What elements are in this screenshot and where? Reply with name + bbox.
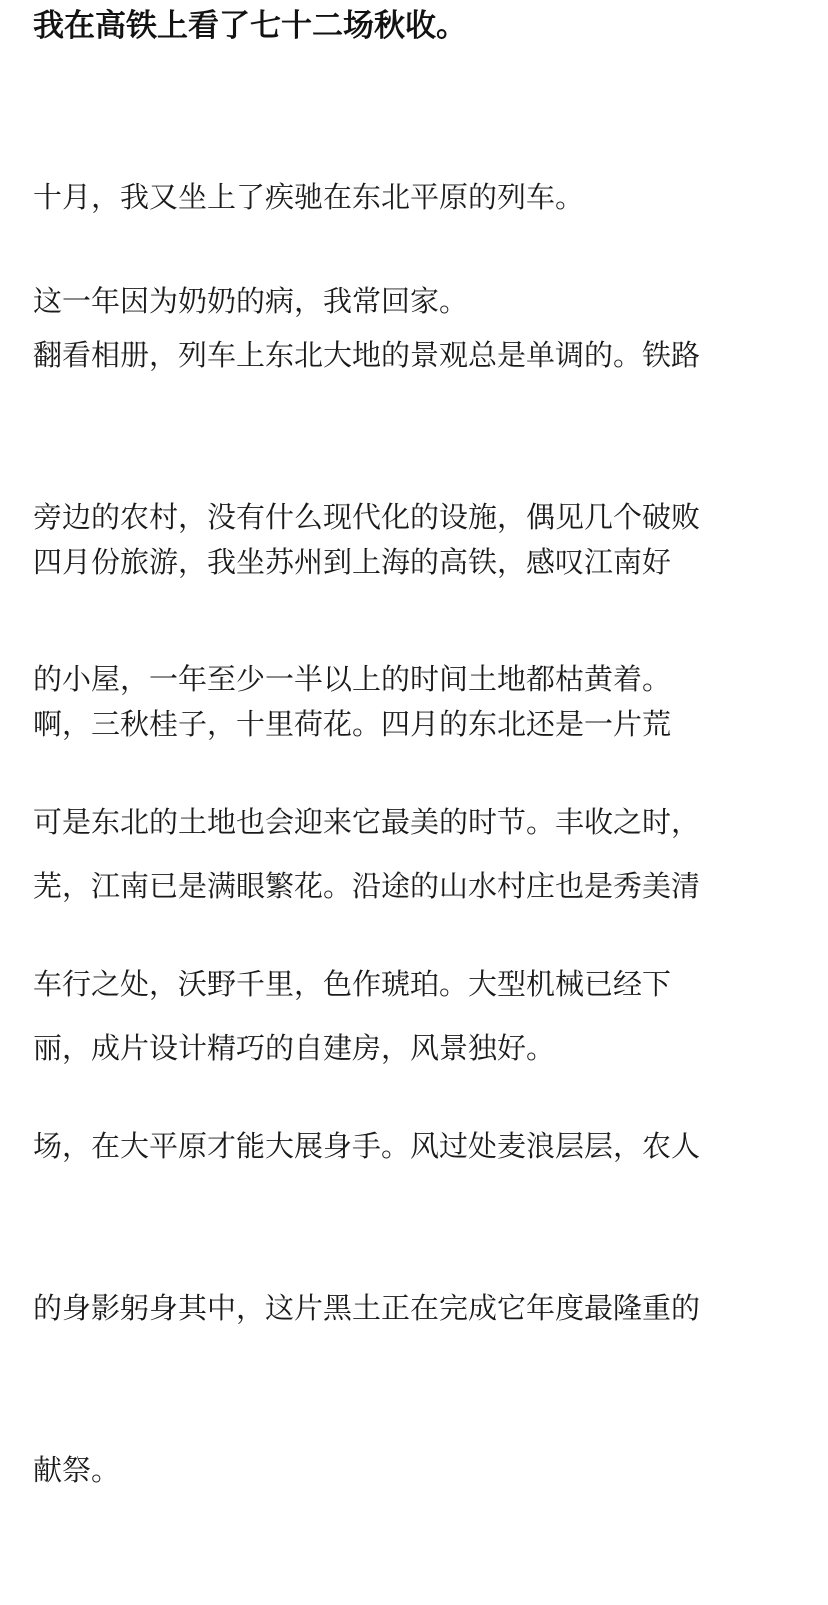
paragraph-line: 场，在大平原才能大展身手。风过处麦浪层层，农人 <box>33 1129 701 1163</box>
paragraph-line: 的身影躬身其中，这片黑土正在完成它年度最隆重的 <box>33 1291 701 1325</box>
paragraph-line: 翻看相册，列车上东北大地的景观总是单调的。铁路 <box>33 338 701 372</box>
paragraph-line: 啊，三秋桂子，十里荷花。四月的东北还是一片荒 <box>33 707 672 741</box>
paragraph-line: 车行之处，沃野千里，色作琥珀。大型机械已经下 <box>33 967 672 1001</box>
paragraph-line: 献祭。 <box>33 1453 121 1487</box>
paragraph-5 <box>33 687 803 1605</box>
paragraph-line: 可是东北的土地也会迎来它最美的时节。丰收之时， <box>33 805 701 839</box>
paragraph-line: 旁边的农村，没有什么现代化的设施，偶见几个破败 <box>33 500 701 534</box>
paragraph-line: 四月份旅游，我坐苏州到上海的高铁，感叹江南好 <box>33 545 672 579</box>
paragraph-line: 的小屋，一年至少一半以上的时间土地都枯黄着。 <box>33 662 672 696</box>
article-title: 我在高铁上看了七十二场秋收。 <box>33 8 467 44</box>
paragraph-line: 丽，成片设计精巧的自建房，风景独好。 <box>33 1031 556 1065</box>
paragraph-line: 十月，我又坐上了疾驰在东北平原的列车。 <box>33 180 585 214</box>
paragraph-line: 这一年因为奶奶的病，我常回家。 <box>33 284 469 318</box>
paragraph-line: 芜，江南已是满眼繁花。沿途的山水村庄也是秀美清 <box>33 869 701 903</box>
